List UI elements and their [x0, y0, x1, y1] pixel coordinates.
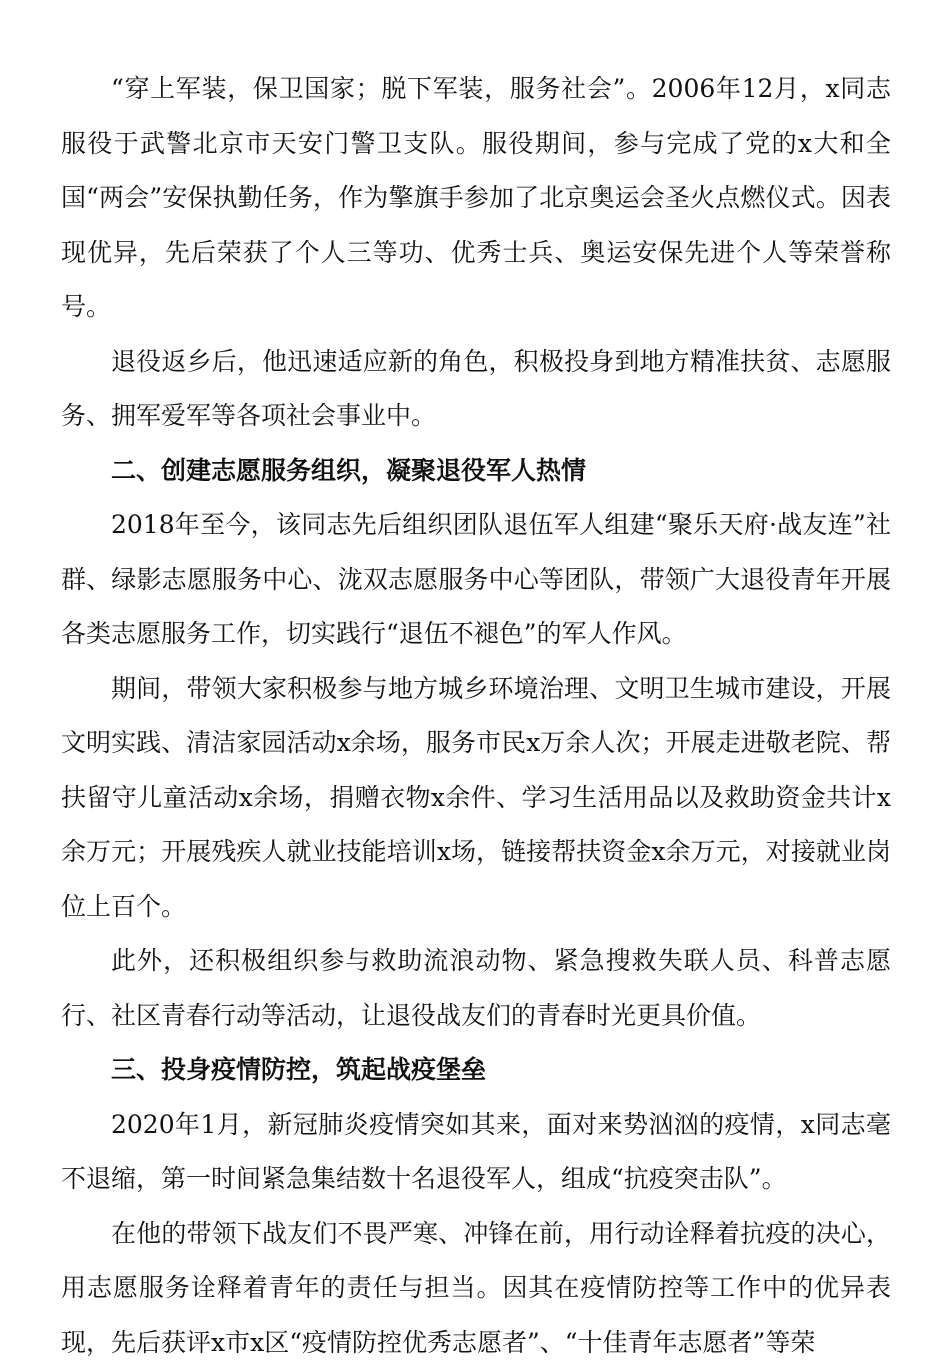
paragraph-other-activities: 此外，还积极组织参与救助流浪动物、紧急搜救失联人员、科普志愿行、社区青春行动等活动，让退役战友们的青春时光更具价值。 — [61, 934, 891, 1043]
section-heading-epidemic-prevention: 三、投身疫情防控，筑起战疫堡垒 — [61, 1043, 891, 1098]
paragraph-epidemic-response: 2020年1月，新冠肺炎疫情突如其来，面对来势汹汹的疫情，x同志毫不退缩，第一时间紧急集结数十名退役军人，组成“抗疫突击队”。 — [61, 1098, 891, 1207]
section-heading-volunteer-organization: 二、创建志愿服务组织，凝聚退役军人热情 — [61, 444, 891, 499]
paragraph-return-home: 退役返乡后，他迅速适应新的角色，积极投身到地方精准扶贫、志愿服务、拥军爱军等各项社会事业中。 — [61, 335, 891, 444]
document-body — [61, 62, 891, 1370]
paragraph-service-history: “穿上军装，保卫国家；脱下军装，服务社会”。2006年12月，x同志服役于武警北京市天安门警卫支队。服役期间，参与完成了党的x大和全国“两会”安保执勤任务，作为擎旗手参加了北京奥运会圣火点燃仪式。因表现优异，先后荣获了个人三等功、优秀士兵、奥运安保先进个人等荣誉称号。 — [61, 62, 891, 335]
paragraph-epidemic-honors: 在他的带领下战友们不畏严寒、冲锋在前，用行动诠释着抗疫的决心，用志愿服务诠释着青年的责任与担当。因其在疫情防控等工作中的优异表现，先后获评x市x区“疫情防控优秀志愿者”、“十佳青年志愿者”等荣 — [61, 1207, 891, 1370]
paragraph-volunteer-teams: 2018年至今，该同志先后组织团队退伍军人组建“聚乐天府·战友连”社群、绿影志愿服务中心、泷双志愿服务中心等团队，带领广大退役青年开展各类志愿服务工作，切实践行“退伍不褪色”的军人作风。 — [61, 498, 891, 662]
paragraph-volunteer-activities: 期间，带领大家积极参与地方城乡环境治理、文明卫生城市建设，开展文明实践、清洁家园活动x余场，服务市民x万余人次；开展走进敬老院、帮扶留守儿童活动x余场，捐赠衣物x余件、学习生活用品以及救助资金共计x余万元；开展残疾人就业技能培训x场，链接帮扶资金x余万元，对接就业岗位上百个。 — [61, 662, 891, 935]
